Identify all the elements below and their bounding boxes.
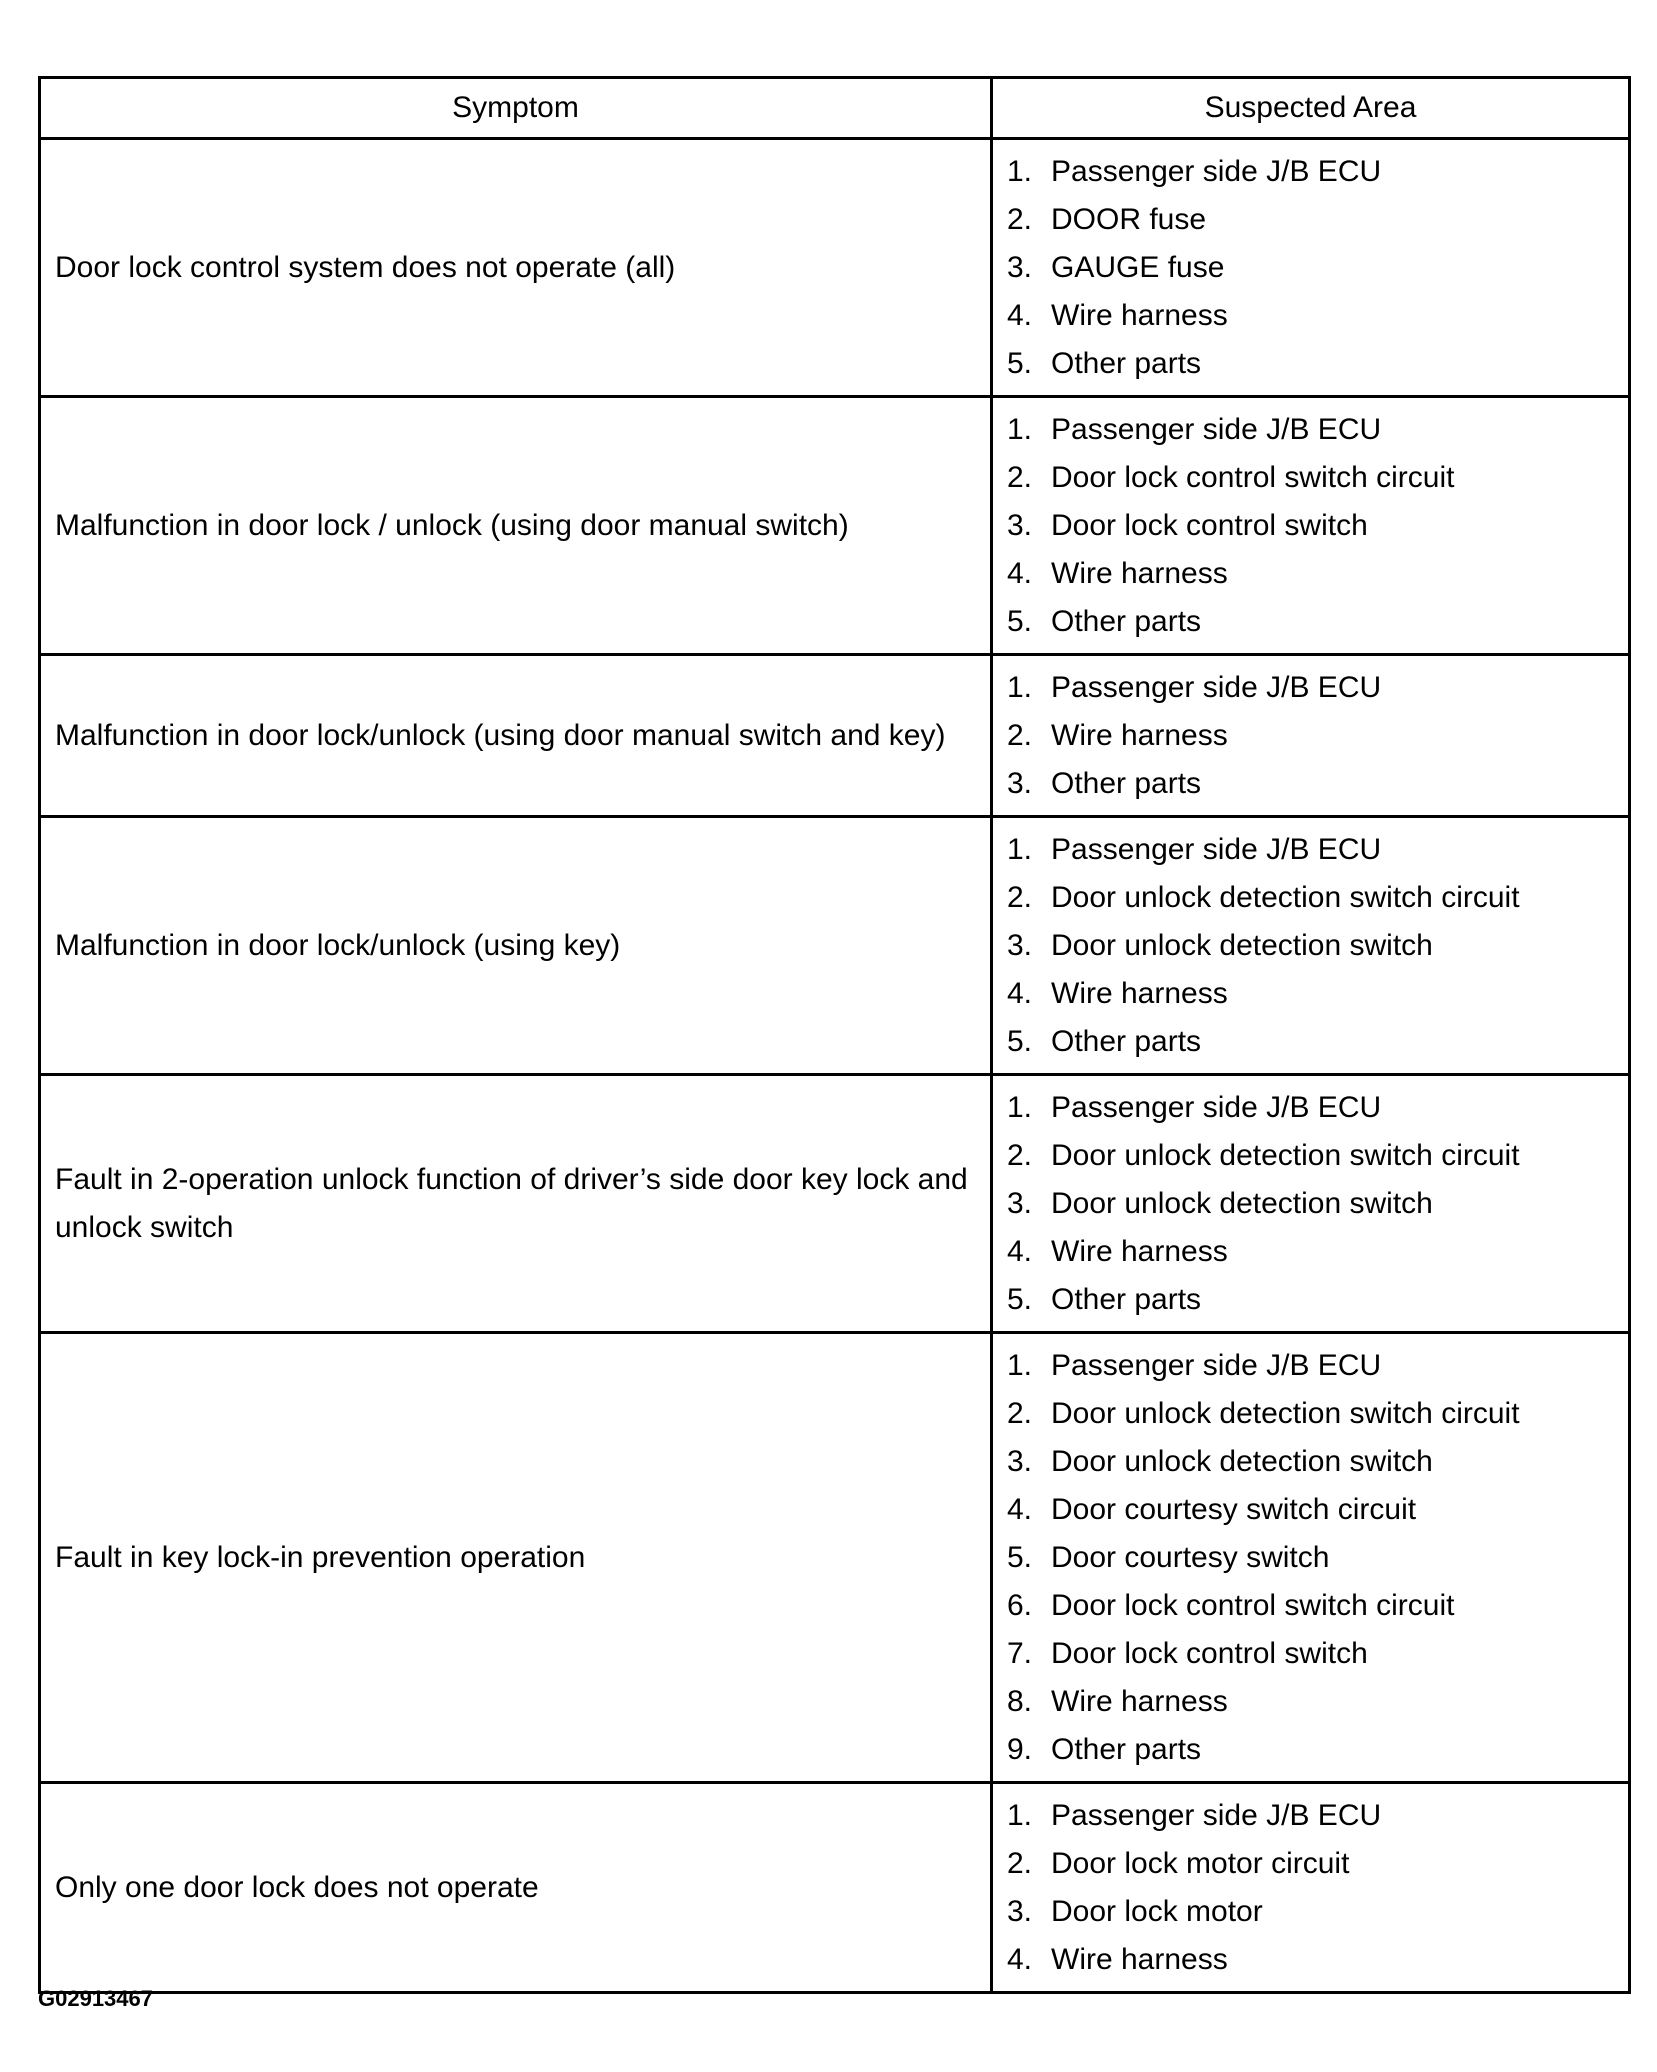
- list-item: [1007, 1486, 1628, 1534]
- list-item: [1007, 148, 1628, 196]
- item-text: Door lock control switch circuit: [1051, 461, 1455, 494]
- item-text: Passenger side J/B ECU: [1051, 1091, 1382, 1124]
- table-row: [40, 139, 1630, 397]
- item-number: 2.: [1007, 881, 1033, 914]
- item-number: 2.: [1007, 1397, 1033, 1430]
- item-text: Other parts: [1051, 767, 1202, 800]
- item-number: 4.: [1007, 1943, 1033, 1976]
- list-item: [1007, 1936, 1628, 1984]
- item-text: Door unlock detection switch circuit: [1051, 1139, 1520, 1172]
- item-text: Wire harness: [1051, 1235, 1228, 1268]
- list-item: [1007, 760, 1628, 808]
- symptom-cell: Fault in 2-operation unlock function of driver’s side door key lock and unlock switch: [40, 1075, 992, 1333]
- list-item: [1007, 406, 1628, 454]
- list-item: [1007, 970, 1628, 1018]
- suspected-area-list: [1007, 1792, 1628, 1984]
- item-text: Wire harness: [1051, 557, 1228, 590]
- suspected-area-cell: [992, 397, 1630, 655]
- item-number: 3.: [1007, 1445, 1033, 1478]
- item-number: 3.: [1007, 1187, 1033, 1220]
- item-text: Passenger side J/B ECU: [1051, 1349, 1382, 1382]
- list-item: [1007, 1018, 1628, 1066]
- item-number: 3.: [1007, 251, 1033, 284]
- symptom-cell: Only one door lock does not operate: [40, 1783, 992, 1993]
- suspected-area-cell: [992, 1783, 1630, 1993]
- list-item: [1007, 196, 1628, 244]
- item-text: Wire harness: [1051, 719, 1228, 752]
- symptom-cell: Fault in key lock-in prevention operation: [40, 1333, 992, 1783]
- table-row: [40, 1783, 1630, 1993]
- item-text: Passenger side J/B ECU: [1051, 833, 1382, 866]
- list-item: [1007, 1726, 1628, 1774]
- list-item: [1007, 1390, 1628, 1438]
- item-text: DOOR fuse: [1051, 203, 1207, 236]
- item-number: 3.: [1007, 1895, 1033, 1928]
- symptom-header: Symptom: [40, 78, 992, 139]
- suspected-area-cell: [992, 1075, 1630, 1333]
- suspected-area-header: Suspected Area: [992, 78, 1630, 139]
- item-text: Door courtesy switch: [1051, 1541, 1330, 1574]
- list-item: [1007, 292, 1628, 340]
- table-row: [40, 817, 1630, 1075]
- item-number: 2.: [1007, 1847, 1033, 1880]
- list-item: [1007, 598, 1628, 646]
- list-item: [1007, 1582, 1628, 1630]
- item-number: 7.: [1007, 1637, 1033, 1670]
- item-text: Door lock motor: [1051, 1895, 1263, 1928]
- list-item: [1007, 340, 1628, 388]
- item-text: GAUGE fuse: [1051, 251, 1225, 284]
- item-text: Wire harness: [1051, 1943, 1228, 1976]
- item-text: Door unlock detection switch circuit: [1051, 881, 1520, 914]
- table-row: [40, 655, 1630, 817]
- item-number: 5.: [1007, 605, 1033, 638]
- item-number: 5.: [1007, 1541, 1033, 1574]
- item-text: Other parts: [1051, 347, 1202, 380]
- list-item: [1007, 1276, 1628, 1324]
- item-text: Passenger side J/B ECU: [1051, 155, 1382, 188]
- item-number: 5.: [1007, 347, 1033, 380]
- list-item: [1007, 1888, 1628, 1936]
- diagnostic-sheet: [38, 76, 1628, 1994]
- list-item: [1007, 826, 1628, 874]
- item-number: 1.: [1007, 1349, 1033, 1382]
- item-number: 2.: [1007, 461, 1033, 494]
- table-row: [40, 1075, 1630, 1333]
- suspected-area-list: [1007, 1342, 1628, 1774]
- list-item: [1007, 1840, 1628, 1888]
- suspected-area-list: [1007, 148, 1628, 388]
- item-number: 1.: [1007, 1091, 1033, 1124]
- item-text: Passenger side J/B ECU: [1051, 413, 1382, 446]
- item-text: Door courtesy switch circuit: [1051, 1493, 1417, 1526]
- suspected-area-cell: [992, 139, 1630, 397]
- item-text: Wire harness: [1051, 299, 1228, 332]
- item-number: 2.: [1007, 203, 1033, 236]
- list-item: [1007, 1534, 1628, 1582]
- item-number: 1.: [1007, 833, 1033, 866]
- problem-symptoms-table: [38, 76, 1631, 1994]
- list-item: [1007, 454, 1628, 502]
- list-item: [1007, 664, 1628, 712]
- item-number: 2.: [1007, 1139, 1033, 1172]
- list-item: [1007, 550, 1628, 598]
- list-item: [1007, 1132, 1628, 1180]
- item-number: 9.: [1007, 1733, 1033, 1766]
- item-number: 5.: [1007, 1283, 1033, 1316]
- list-item: [1007, 712, 1628, 760]
- item-number: 4.: [1007, 1235, 1033, 1268]
- item-number: 1.: [1007, 413, 1033, 446]
- item-text: Wire harness: [1051, 977, 1228, 1010]
- suspected-area-cell: [992, 817, 1630, 1075]
- list-item: [1007, 1342, 1628, 1390]
- item-text: Door lock control switch: [1051, 1637, 1368, 1670]
- list-item: [1007, 1228, 1628, 1276]
- item-number: 4.: [1007, 557, 1033, 590]
- item-number: 5.: [1007, 1025, 1033, 1058]
- item-text: Other parts: [1051, 1283, 1202, 1316]
- header-row: [40, 78, 1630, 139]
- symptom-cell: Malfunction in door lock / unlock (using door manual switch): [40, 397, 992, 655]
- table-row: [40, 397, 1630, 655]
- item-number: 1.: [1007, 671, 1033, 704]
- item-text: Other parts: [1051, 605, 1202, 638]
- symptom-cell: Door lock control system does not operate (all): [40, 139, 992, 397]
- list-item: [1007, 1438, 1628, 1486]
- table-body: [40, 139, 1630, 1993]
- item-text: Door lock motor circuit: [1051, 1847, 1350, 1880]
- item-text: Door unlock detection switch: [1051, 1445, 1433, 1478]
- item-number: 3.: [1007, 929, 1033, 962]
- figure-id: G02913467: [38, 1986, 153, 2011]
- suspected-area-list: [1007, 664, 1628, 808]
- item-number: 8.: [1007, 1685, 1033, 1718]
- item-text: Door unlock detection switch: [1051, 1187, 1433, 1220]
- list-item: [1007, 1630, 1628, 1678]
- item-text: Wire harness: [1051, 1685, 1228, 1718]
- item-number: 2.: [1007, 719, 1033, 752]
- item-number: 1.: [1007, 1799, 1033, 1832]
- suspected-area-list: [1007, 826, 1628, 1066]
- item-text: Door lock control switch circuit: [1051, 1589, 1455, 1622]
- item-text: Other parts: [1051, 1025, 1202, 1058]
- item-text: Passenger side J/B ECU: [1051, 671, 1382, 704]
- suspected-area-cell: [992, 1333, 1630, 1783]
- item-number: 4.: [1007, 299, 1033, 332]
- item-number: 4.: [1007, 977, 1033, 1010]
- list-item: [1007, 1792, 1628, 1840]
- item-text: Door unlock detection switch: [1051, 929, 1433, 962]
- item-number: 3.: [1007, 509, 1033, 542]
- item-number: 6.: [1007, 1589, 1033, 1622]
- list-item: [1007, 1180, 1628, 1228]
- item-text: Passenger side J/B ECU: [1051, 1799, 1382, 1832]
- item-number: 4.: [1007, 1493, 1033, 1526]
- symptom-cell: Malfunction in door lock/unlock (using door manual switch and key): [40, 655, 992, 817]
- table-row: [40, 1333, 1630, 1783]
- list-item: [1007, 1678, 1628, 1726]
- list-item: [1007, 244, 1628, 292]
- item-number: 1.: [1007, 155, 1033, 188]
- suspected-area-list: [1007, 406, 1628, 646]
- item-number: 3.: [1007, 767, 1033, 800]
- item-text: Door unlock detection switch circuit: [1051, 1397, 1520, 1430]
- suspected-area-cell: [992, 655, 1630, 817]
- symptom-cell: Malfunction in door lock/unlock (using key): [40, 817, 992, 1075]
- suspected-area-list: [1007, 1084, 1628, 1324]
- list-item: [1007, 502, 1628, 550]
- list-item: [1007, 874, 1628, 922]
- item-text: Other parts: [1051, 1733, 1202, 1766]
- list-item: [1007, 1084, 1628, 1132]
- item-text: Door lock control switch: [1051, 509, 1368, 542]
- list-item: [1007, 922, 1628, 970]
